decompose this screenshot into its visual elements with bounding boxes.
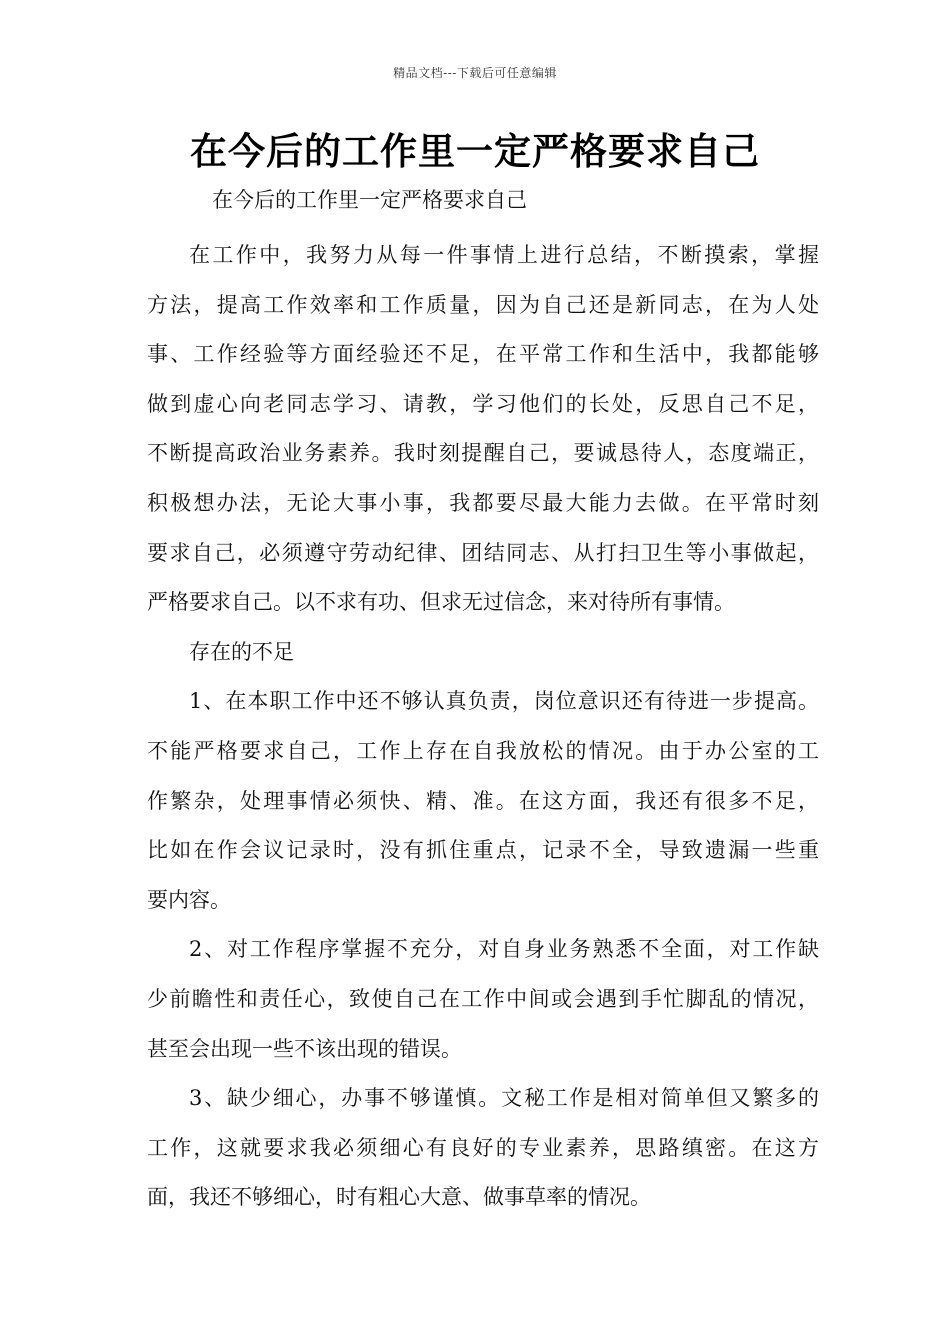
text-line: 不断提高政治业务素养。我时刻提醒自己，要诚恳待人，态度端正， [147, 441, 819, 466]
text-line: 1、在本职工作中还不够认真负责，岗位意识还有待进一步提高。 [189, 689, 819, 714]
text-line: 少前瞻性和责任心，致使自己在工作中间或会遇到手忙脚乱的情况， [147, 986, 819, 1011]
text-line: 作繁杂，处理事情必须快、精、准。在这方面，我还有很多不足， [147, 788, 819, 813]
text-line: 要内容。 [147, 887, 231, 912]
text-line: 事、工作经验等方面经验还不足，在平常工作和生活中，我都能够 [147, 342, 819, 367]
text-line: 3、缺少细心，办事不够谨慎。文秘工作是相对简单但又繁多的 [189, 1086, 819, 1111]
document-subtitle: 在今后的工作里一定严格要求自己 [212, 188, 527, 212]
text-line: 做到虚心向老同志学习、请教，学习他们的长处，反思自己不足， [147, 391, 819, 416]
section-heading-shortcomings: 存在的不足 [189, 639, 294, 664]
point-1-paragraph [147, 677, 819, 925]
text-line: 2、对工作程序掌握不充分，对自身业务熟悉不全面，对工作缺 [189, 937, 819, 962]
point-2-paragraph [147, 925, 819, 1074]
document-title: 在今后的工作里一定严格要求自己 [190, 130, 760, 173]
intro-paragraph [147, 231, 819, 628]
text-line: 严格要求自己。以不求有功、但求无过信念，来对待所有事情。 [147, 590, 735, 615]
document-body [147, 231, 819, 1223]
text-line: 面，我还不够细心，时有粗心大意、做事草率的情况。 [147, 1185, 651, 1210]
page-header-note: 精品文档---下载后可任意编辑 [393, 66, 557, 80]
text-line: 比如在作会议记录时，没有抓住重点，记录不全，导致遗漏一些重 [147, 838, 819, 863]
text-line: 不能严格要求自己，工作上存在自我放松的情况。由于办公室的工 [147, 738, 819, 763]
text-line: 要求自己，必须遵守劳动纪律、团结同志、从打扫卫生等小事做起， [147, 540, 819, 565]
text-line: 积极想办法，无论大事小事，我都要尽最大能力去做。在平常时刻 [147, 490, 819, 515]
text-line: 在工作中，我努力从每一件事情上进行总结，不断摸索，掌握 [189, 243, 819, 267]
text-line: 甚至会出现一些不该出现的错误。 [147, 1036, 462, 1061]
text-line: 工作，这就要求我必须细心有良好的专业素养，思路缜密。在这方 [147, 1135, 819, 1160]
text-line: 方法，提高工作效率和工作质量，因为自己还是新同志，在为人处 [147, 292, 819, 317]
point-3-paragraph [147, 1074, 819, 1223]
